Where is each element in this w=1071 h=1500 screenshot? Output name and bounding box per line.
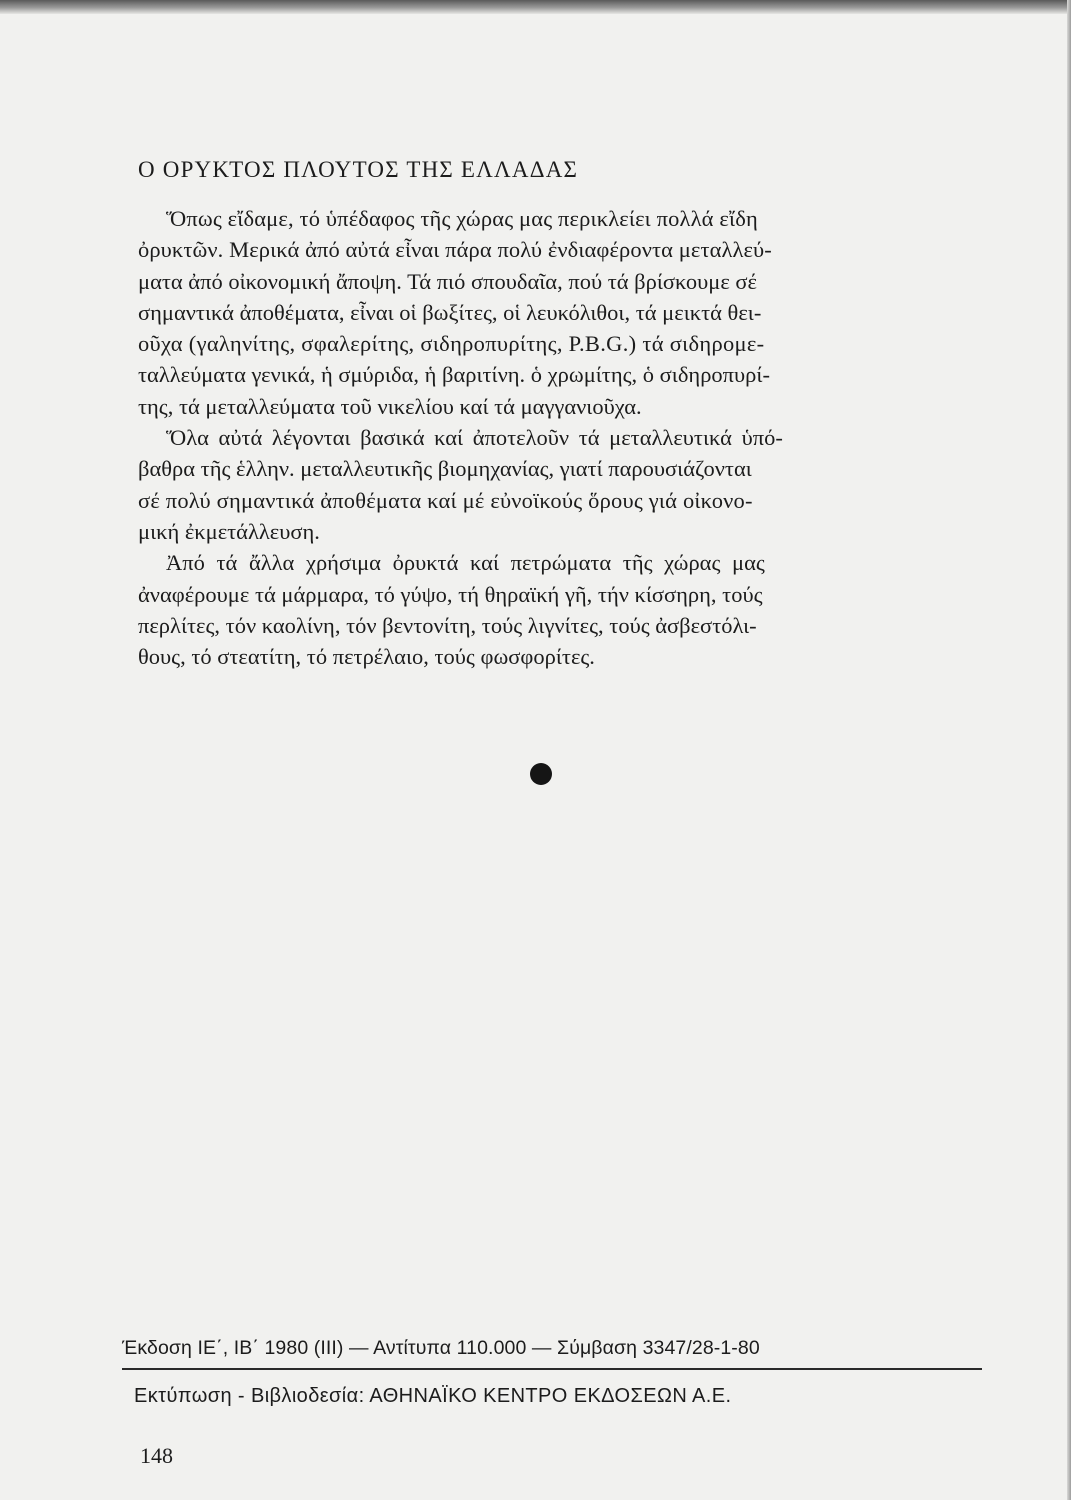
scan-top-edge	[0, 0, 1071, 14]
body-line: Ὅπως εἴδαμε, τό ὑπέδαφος τῆς χώρας μας περικλείει πολλά εἴδη	[166, 206, 758, 231]
page-number: 148	[140, 1443, 173, 1468]
body-line: σημαντικά ἀποθέματα, εἶναι οἱ βωξίτες, οἱ λευκόλιθοι, τά μεικτά θει-	[138, 299, 762, 325]
body-line: οῦχα (γαληνίτης, σφαλερίτης, σιδηροπυρίτης, P.B.G.) τά σιδηρομε-	[138, 331, 765, 357]
footer-edition-info: Έκδοση ΙΕ΄, ΙΒ΄ 1980 (ΙΙΙ) — Αντίτυπα 110.000 — Σύμβαση 3347/28-1-80	[122, 1337, 760, 1359]
body-line: ἀναφέρουμε τά μάρμαρα, τό γύψο, τή θηραϊκή γῆ, τήν κίσσηρη, τούς	[138, 581, 763, 607]
body-line: βαθρα τῆς ἑλλην. μεταλλευτικῆς βιομηχανίας, γιατί παρουσιάζονται	[138, 456, 752, 482]
footer-divider	[122, 1368, 982, 1370]
body-line: ματα ἀπό οἰκονομική ἄποψη. Τά πιό σπουδαῖα, πού τά βρίσκουμε σέ	[138, 268, 757, 294]
body-line: Ἀπό τά ἄλλα χρήσιμα ὀρυκτά καί πετρώματα τῆς χώρας μας	[166, 550, 765, 576]
body-line: μική ἐκμετάλλευση.	[138, 518, 320, 544]
section-bullet-dot	[530, 763, 552, 785]
scan-right-edge	[1067, 0, 1071, 1500]
body-line: της, τά μεταλλεύματα τοῦ νικελίου καί τά μαγγανιοῦχα.	[138, 393, 642, 419]
body-line: Ὅλα αὐτά λέγονται βασικά καί ἀποτελοῦν τά μεταλλευτικά ὑπό-	[166, 425, 783, 451]
body-text	[138, 203, 958, 672]
footer-printing-info: Εκτύπωση - Βιβλιοδεσία: ΑΘΗΝΑΪΚΟ ΚΕΝΤΡΟ ΕΚΔΟΣΕΩΝ Α.Ε.	[134, 1385, 732, 1407]
page-title: Ο ΟΡΥΚΤΟΣ ΠΛΟΥΤΟΣ ΤΗΣ ΕΛΛΑΔΑΣ	[138, 157, 579, 182]
body-line: περλίτες, τόν καολίνη, τόν βεντονίτη, τούς λιγνίτες, τούς ἀσβεστόλι-	[138, 612, 757, 638]
body-line: ταλλεύματα γενικά, ἡ σμύριδα, ἡ βαριτίνη. ὁ χρωμίτης, ὁ σιδηροπυρί-	[138, 362, 770, 388]
body-line: ὀρυκτῶν. Μερικά ἀπό αὐτά εἶναι πάρα πολύ ἐνδιαφέροντα μεταλλεύ-	[138, 237, 772, 263]
body-line: σέ πολύ σημαντικά ἀποθέματα καί μέ εὐνοϊκούς ὅρους γιά οἰκονο-	[138, 487, 753, 513]
body-line: θους, τό στεατίτη, τό πετρέλαιο, τούς φωσφορίτες.	[138, 644, 595, 670]
